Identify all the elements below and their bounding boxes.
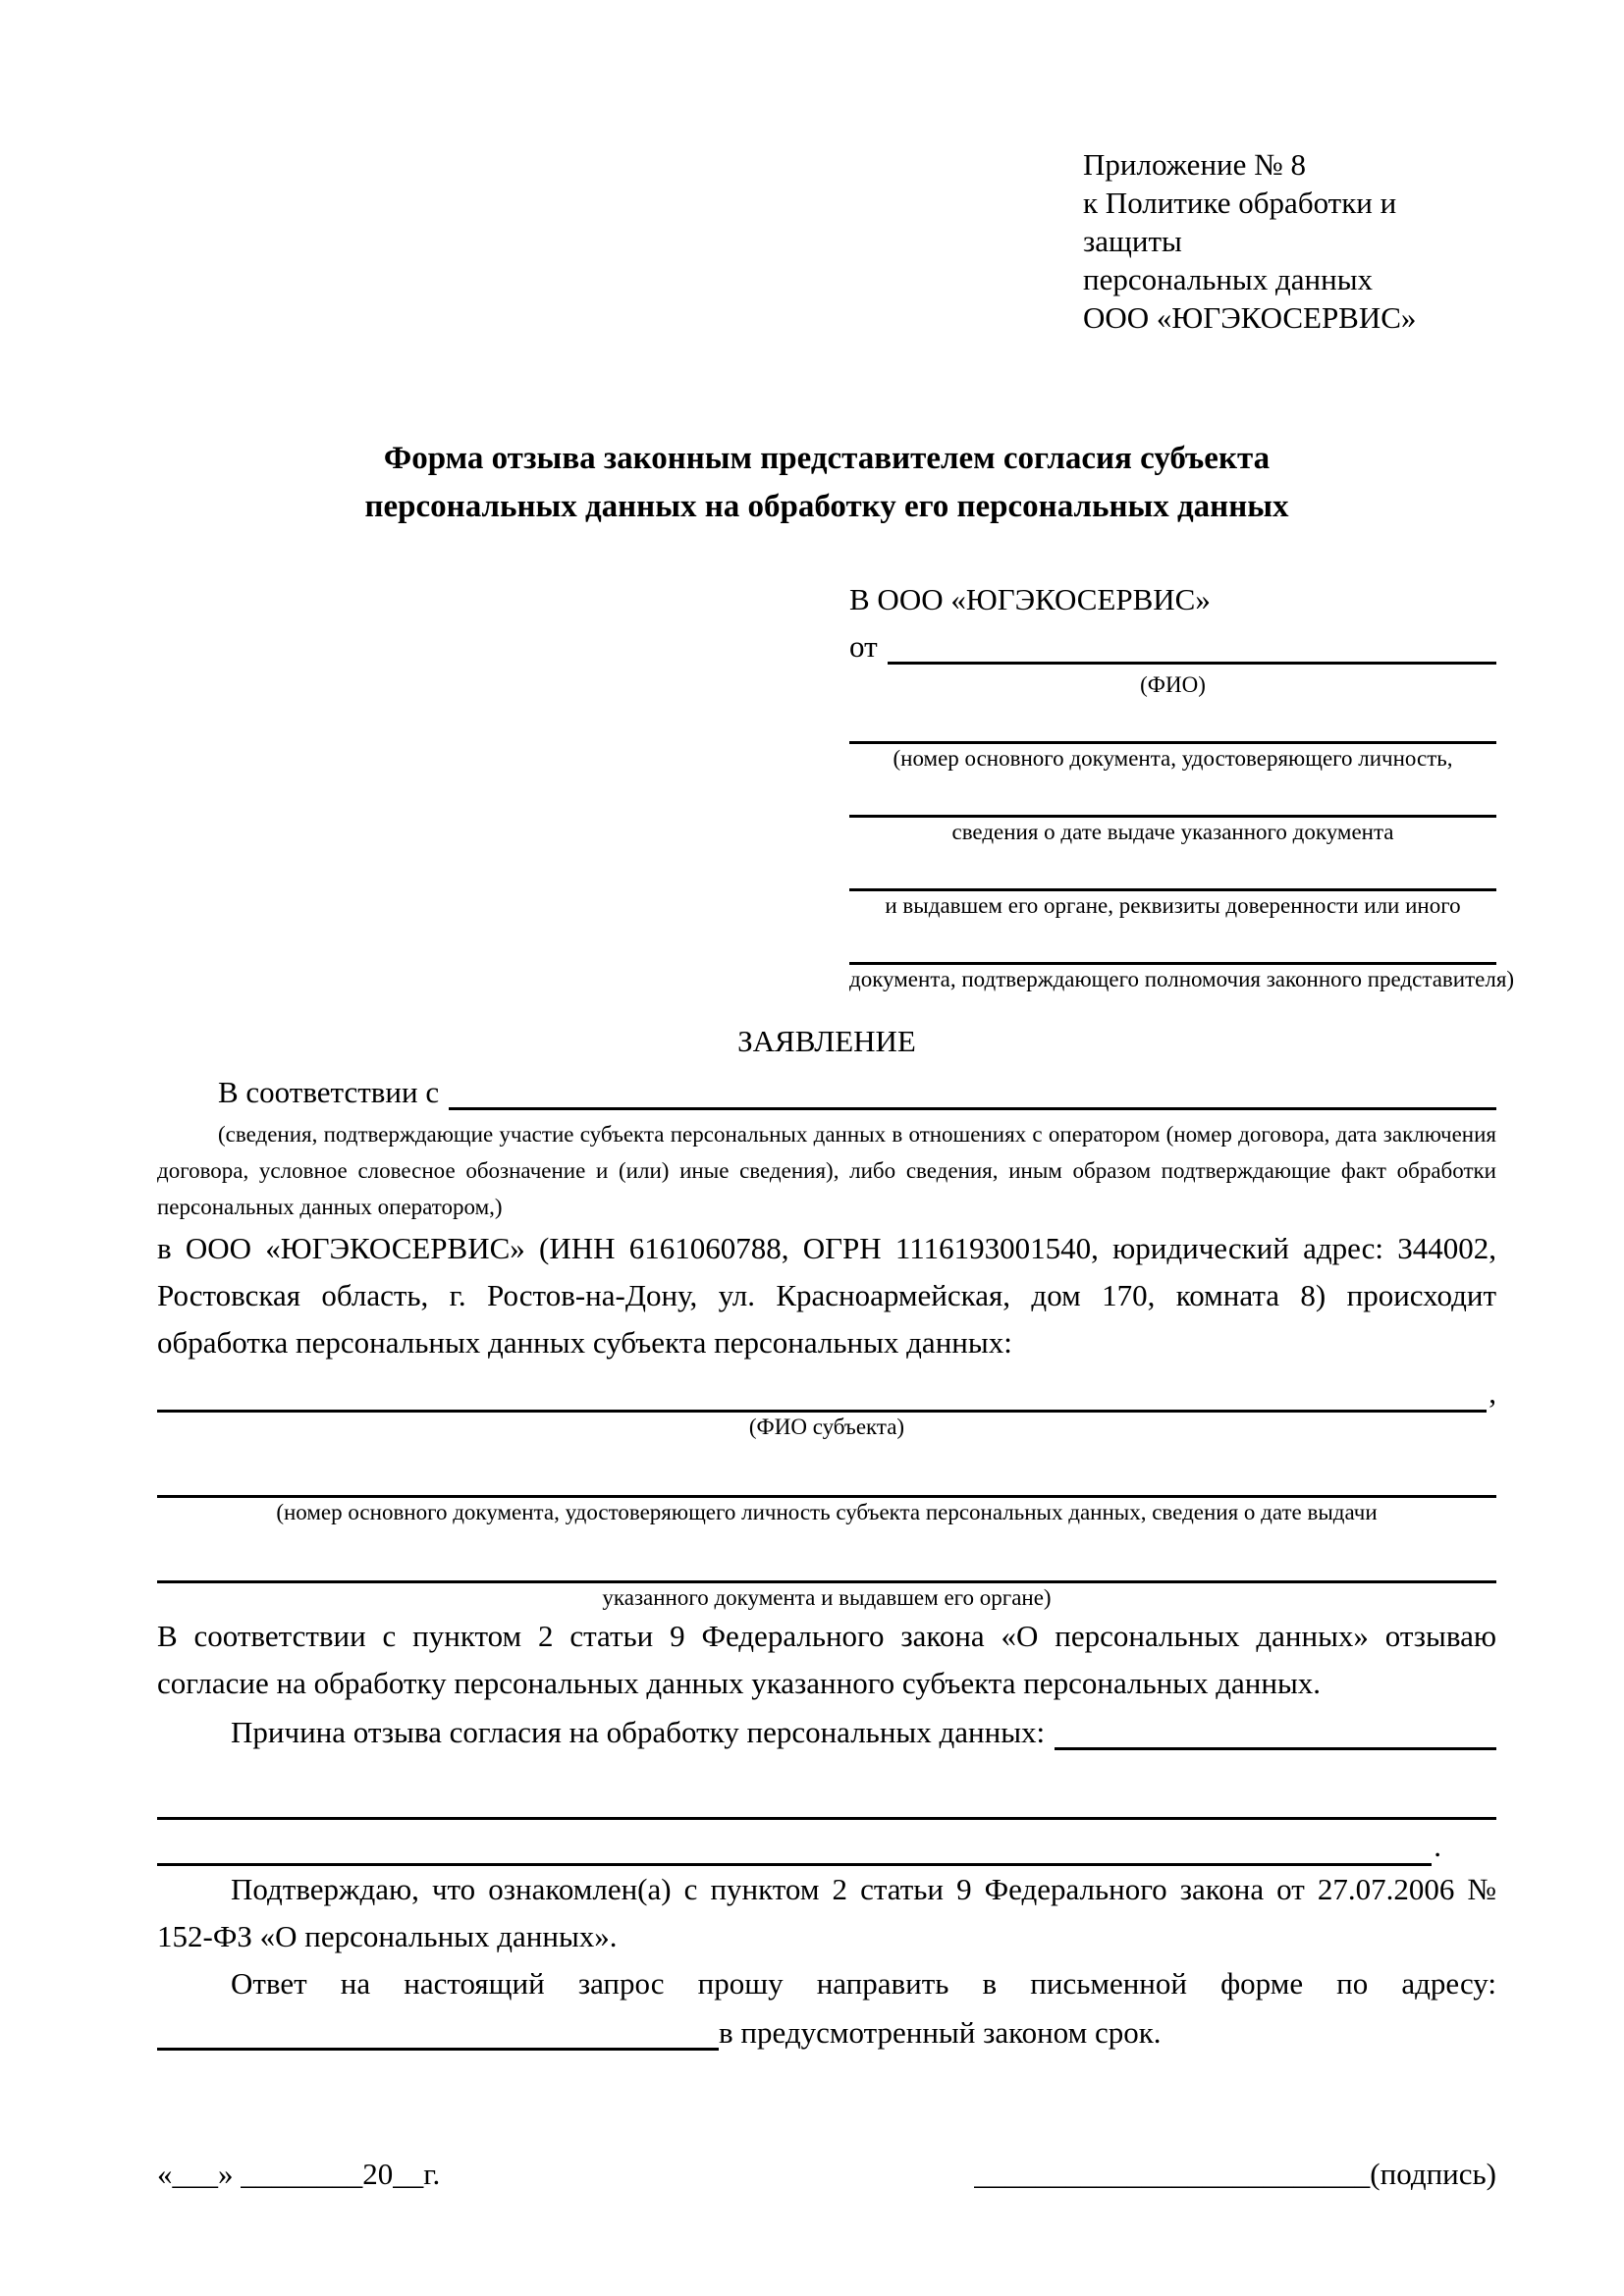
subject-fio-caption: (ФИО субъекта) — [748, 1415, 905, 1439]
signature-caption: (подпись) — [1370, 2157, 1496, 2191]
appendix-note-line-3: персональных данных — [1083, 262, 1374, 296]
date-line: «___» ________20__г. — [157, 2157, 441, 2191]
representative-doc-line-3 — [849, 847, 1496, 891]
fio-fill-line — [888, 662, 1496, 665]
document-title-line-2: персональных данных на обработку его персональных данных — [364, 489, 1289, 524]
subject-doc-pair-2 — [157, 1541, 1496, 1613]
statement-opening-caption: (сведения, подтверждающие участие субъекта персональных данных в отношениях с оператором (номер договора, дата заключения договора, условное словесное обозначение и (или) иные сведения), либо сведения, иным образом подтверждающие факт обработки персональных данных оператором,) — [157, 1122, 1496, 1219]
reason-line-suffix: . — [1434, 1829, 1441, 1863]
subject-fio-suffix: , — [1489, 1375, 1496, 1410]
subject-doc-line-1 — [157, 1456, 1496, 1498]
fio-caption: (ФИО) — [1140, 672, 1206, 697]
addressee-org: В ООО «ЮГЭКОСЕРВИС» — [849, 582, 1211, 616]
statement-opening-row — [157, 1067, 1496, 1116]
representative-doc-line-1 — [849, 700, 1496, 744]
document-title-line-1: Форма отзыва законным представителем согласия субъекта — [383, 441, 1271, 476]
reply-paragraph-line-1: Ответ на настоящий запрос прошу направить в письменной форме по адресу: — [231, 1966, 1496, 2001]
subject-doc-pair-1 — [157, 1456, 1496, 1527]
from-row — [849, 623, 1496, 670]
subject-doc-line-2 — [157, 1541, 1496, 1583]
representative-doc-caption-4: документа, подтверждающего полномочия законного представителя) — [849, 967, 1515, 991]
appendix-note — [1083, 145, 1496, 337]
document-title — [157, 435, 1496, 531]
footer-row — [157, 2151, 1496, 2198]
representative-doc-line-2 — [849, 774, 1496, 818]
subject-fio-row — [157, 1366, 1496, 1413]
reply-paragraph-line-2 — [157, 2007, 1496, 2056]
addressee-block — [849, 576, 1515, 994]
reason-label: Причина отзыва согласия на обработку персональных данных: — [231, 1715, 1046, 1749]
appendix-note-line-1: Приложение № 8 — [1083, 147, 1306, 182]
signature-line: __________________________ — [974, 2157, 1371, 2191]
reason-fill-line — [1055, 1747, 1496, 1750]
from-label: от — [849, 629, 878, 664]
reply-address-fill-line — [157, 2048, 719, 2051]
appendix-note-line-4: ООО «ЮГЭКОСЕРВИС» — [1083, 300, 1417, 335]
reason-extra-row-2 — [157, 1820, 1496, 1866]
statement-heading: ЗАЯВЛЕНИЕ — [737, 1024, 916, 1058]
reason-row — [157, 1707, 1496, 1756]
representative-doc-caption-3: и выдавшем его органе, реквизиты доверенности или иного — [885, 893, 1461, 918]
confirm-paragraph: Подтверждаю, что ознакомлен(а) с пунктом 2 статьи 9 Федерального закона от 27.07.2006 № 152-ФЗ «О персональных данных». — [157, 1872, 1496, 1953]
reply-paragraph-tail: в предусмотренный законом срок. — [719, 2015, 1162, 2050]
representative-doc-line-4 — [849, 921, 1496, 965]
withdrawal-paragraph: В соответствии с пунктом 2 статьи 9 Федерального закона «О персональных данных» отзываю согласие на обработку персональных данных указанного субъекта персональных данных. — [157, 1619, 1496, 1700]
operator-paragraph: в ООО «ЮГЭКОСЕРВИС» (ИНН 6161060788, ОГРН 1116193001540, юридический адрес: 344002, Ростовская область, г. Ростов-на-Дону, ул. Красноармейская, дом 170, комната 8) происходит обработка персональных данных субъекта персональных данных: — [157, 1231, 1496, 1360]
signature-group — [974, 2151, 1496, 2198]
subject-doc-caption-1: (номер основного документа, удостоверяющего личность субъекта персональных данных, сведения о дате выдачи — [276, 1500, 1378, 1524]
subject-doc-caption-2: указанного документа и выдавшем его органе) — [602, 1585, 1052, 1610]
representative-doc-caption-2: сведения о дате выдаче указанного документа — [951, 820, 1394, 844]
representative-doc-caption-1: (номер основного документа, удостоверяющего личность, — [893, 746, 1453, 771]
subject-fio-line — [157, 1366, 1487, 1413]
statement-opening-fill-line — [449, 1107, 1496, 1110]
appendix-note-line-2: к Политике обработки и защиты — [1083, 186, 1397, 258]
statement-opening-label: В соответствии с — [218, 1075, 440, 1109]
reason-extra-line-1 — [157, 1778, 1496, 1820]
reason-extra-line-2 — [157, 1820, 1432, 1866]
